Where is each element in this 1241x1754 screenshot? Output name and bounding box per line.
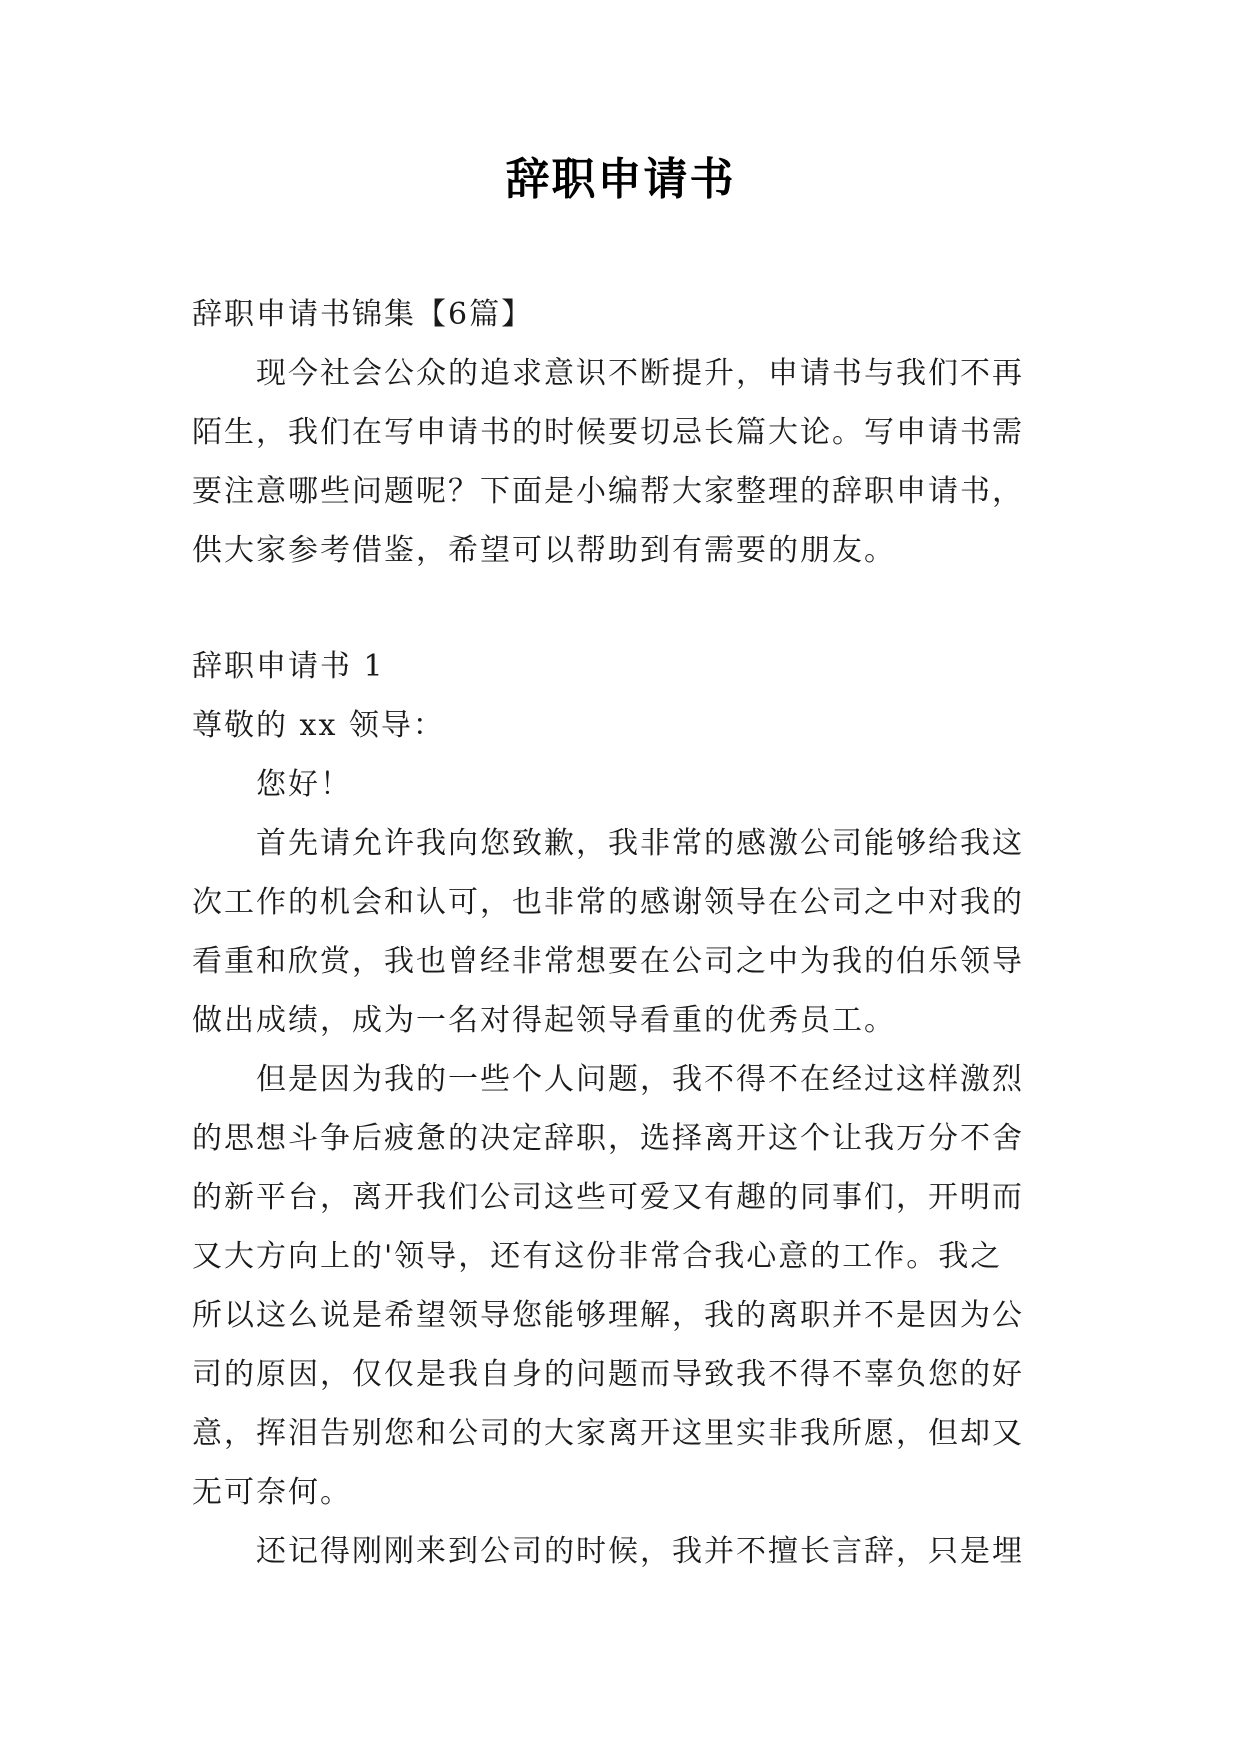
paragraph-line: 司的原因，仅仅是我自身的问题而导致我不得不辜负您的好 (192, 1357, 1024, 1392)
greeting: 您好！ (256, 767, 352, 802)
intro-line: 要注意哪些问题呢？下面是小编帮大家整理的辞职申请书， (192, 474, 1024, 509)
intro-paragraph (192, 344, 1072, 580)
paragraph-line: 首先请允许我向您致歉，我非常的感激公司能够给我这 (256, 826, 1024, 861)
paragraph-line: 意，挥泪告别您和公司的大家离开这里实非我所愿，但却又 (192, 1416, 1024, 1451)
paragraph-line: 还记得刚刚来到公司的时候，我并不擅长言辞，只是埋 (256, 1534, 1024, 1569)
letter-paragraph-2 (192, 1050, 1072, 1522)
letter-paragraph-1 (192, 814, 1072, 1050)
paragraph-line: 但是因为我的一些个人问题，我不得不在经过这样激烈 (256, 1062, 1024, 1097)
document-subtitle: 辞职申请书锦集【6篇】 (192, 297, 534, 332)
intro-line: 陌生，我们在写申请书的时候要切忌长篇大论。写申请书需 (192, 415, 1024, 450)
intro-line: 供大家参考借鉴，希望可以帮助到有需要的朋友。 (192, 533, 896, 568)
paragraph-line: 做出成绩，成为一名对得起领导看重的优秀员工。 (192, 1003, 896, 1038)
section-heading: 辞职申请书 1 (192, 649, 385, 684)
paragraph-line: 次工作的机会和认可，也非常的感谢领导在公司之中对我的 (192, 885, 1024, 920)
salutation: 尊敬的 xx 领导： (192, 708, 445, 743)
intro-line: 现今社会公众的追求意识不断提升，申请书与我们不再 (256, 356, 1024, 391)
paragraph-line: 又大方向上的'领导，还有这份非常合我心意的工作。我之 (192, 1239, 1003, 1274)
paragraph-line: 所以这么说是希望领导您能够理解，我的离职并不是因为公 (192, 1298, 1024, 1333)
paragraph-line: 无可奈何。 (192, 1475, 352, 1510)
letter-paragraph-3 (192, 1522, 1072, 1581)
paragraph-line: 的新平台，离开我们公司这些可爱又有趣的同事们，开明而 (192, 1180, 1024, 1215)
document-title: 辞职申请书 (505, 154, 736, 205)
paragraph-line: 的思想斗争后疲惫的决定辞职，选择离开这个让我万分不舍 (192, 1121, 1024, 1156)
paragraph-line: 看重和欣赏，我也曾经非常想要在公司之中为我的伯乐领导 (192, 944, 1024, 979)
paragraph-spacer (192, 580, 1072, 637)
document-body (192, 285, 1072, 1581)
